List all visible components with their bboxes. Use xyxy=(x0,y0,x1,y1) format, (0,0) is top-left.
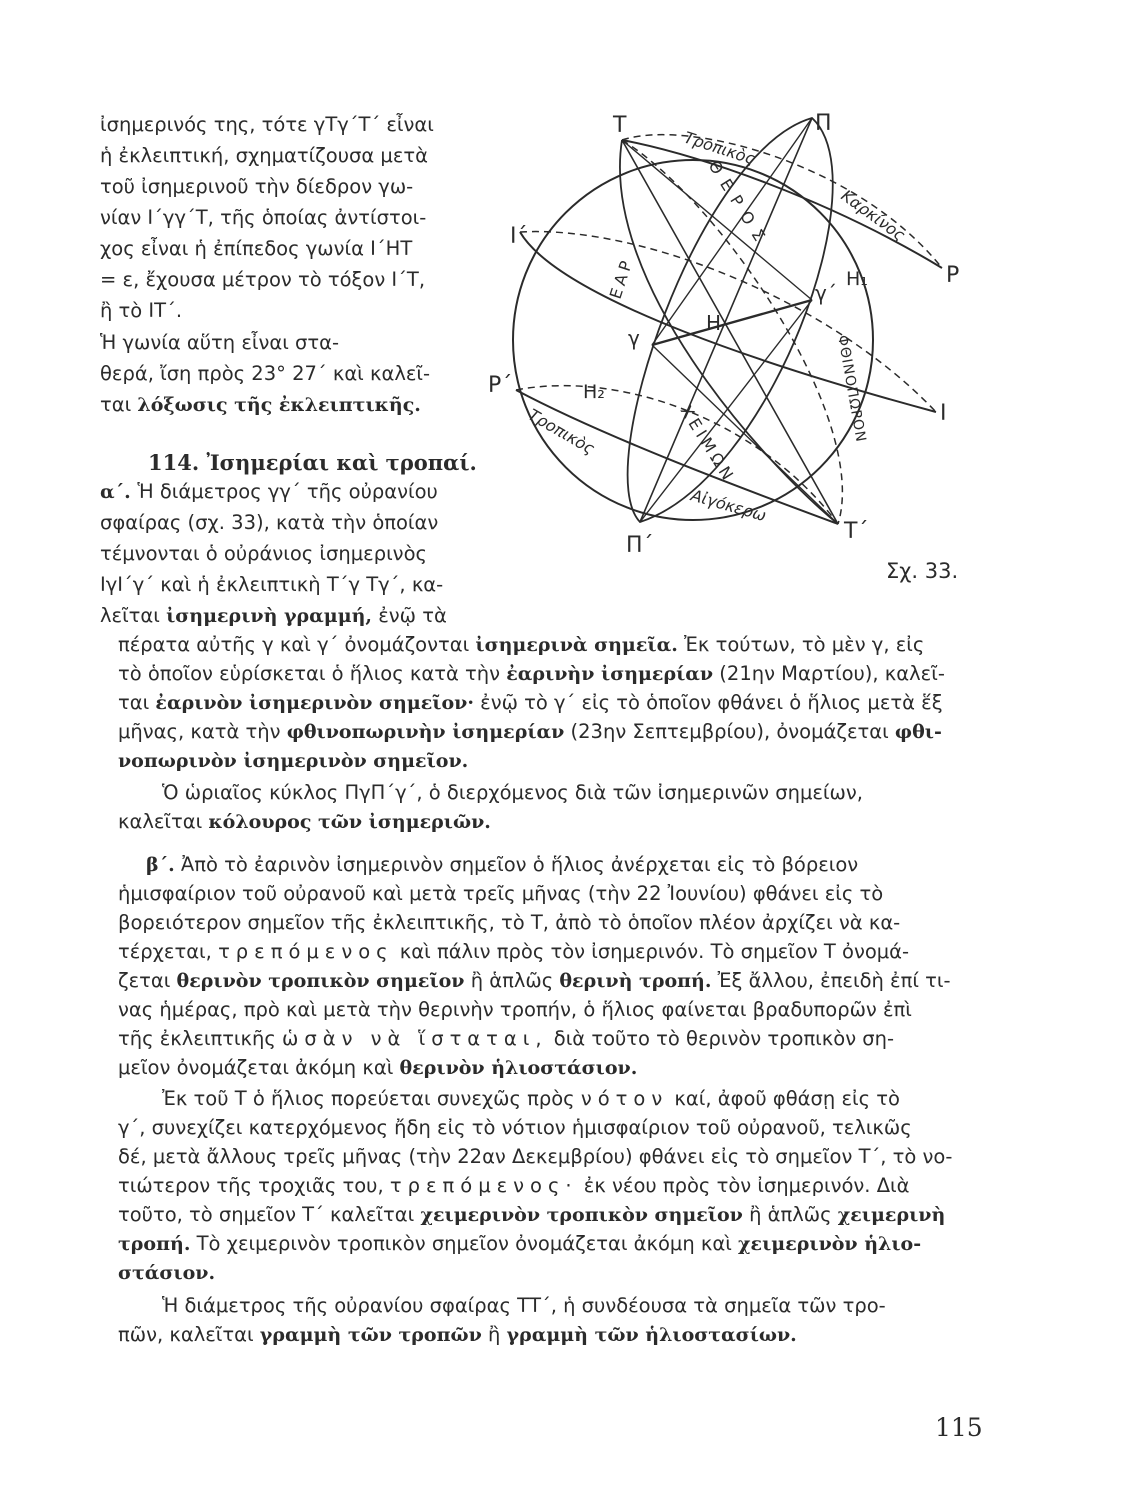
body-line xyxy=(118,1231,921,1257)
label-H2: Η₂ xyxy=(583,381,605,403)
paragraph-a-line xyxy=(100,541,427,567)
equinox-line xyxy=(652,300,812,345)
text-segment: Ὁ ὡριαῖος κύκλος ΠγΠ΄γ΄, ὁ διερχόμενος διὰ τῶν ἰσημερινῶν σημείων, xyxy=(162,781,863,804)
arc-capricorn: Αἰγόκερω xyxy=(688,485,769,526)
label-I: Ι xyxy=(940,401,947,426)
text-segment: φθινοπωρινὴν ἰσημερίαν xyxy=(286,721,565,743)
text-segment: ἐαρινὴν ἰσημερίαν xyxy=(506,663,714,685)
body-line xyxy=(118,1055,637,1081)
column-line xyxy=(100,298,182,324)
text-segment: τὸ ὁποῖον εὑρίσκεται ὁ ἥλιος κατὰ τὴν xyxy=(118,662,507,685)
text-segment: πῶν, καλεῖται xyxy=(118,1323,260,1346)
text-segment: Ἡ διάμετρος τῆς οὐρανίου σφαίρας ΤΤ΄, ἡ συνδέουσα τὰ σημεῖα τῶν τρο- xyxy=(162,1294,886,1317)
text-segment: ζεται xyxy=(118,969,177,992)
page-number: 115 xyxy=(935,1413,983,1442)
chord-1 xyxy=(622,140,812,300)
column-line xyxy=(100,112,434,138)
text-segment: χειμερινὴ xyxy=(837,1204,946,1226)
label-Pi: Π xyxy=(815,111,832,136)
paragraph-a-line xyxy=(100,572,443,598)
column-line xyxy=(100,361,430,387)
body-line xyxy=(118,881,883,907)
text-segment: τρεπόμενος· xyxy=(389,1174,578,1197)
text-segment: τέρχεται, xyxy=(118,940,219,963)
text-segment: διὰ τοῦτο τὸ θερινὸν τροπικὸν ση- xyxy=(547,1027,895,1050)
text-segment: θερά, ἴση πρὸς 23° 27΄ καὶ καλεῖ- xyxy=(100,362,431,385)
text-segment: ἐκ νέου πρὸς τὸν ἰσημερινόν. Διὰ xyxy=(577,1174,910,1197)
label-T-prime: Τ΄ xyxy=(844,519,869,544)
body-line xyxy=(118,939,909,965)
figure-caption: Σχ. 33. xyxy=(886,559,959,583)
text-segment: τοῦ ἰσημερινοῦ τὴν δίεδρον γω- xyxy=(100,175,414,198)
text-segment: γραμμὴ τῶν τροπῶν xyxy=(259,1324,482,1346)
body-line xyxy=(118,1322,797,1348)
text-segment: γραμμὴ τῶν ἡλιοστασίων. xyxy=(506,1324,797,1346)
label-I-prime: Ι΄ xyxy=(510,224,528,249)
text-segment: = ε, ἔχουσα μέτρον τὸ τόξον Ι΄Τ, xyxy=(100,268,426,291)
text-segment: ἐαρινὸν ἰσημερινὸν σημεῖον· xyxy=(155,692,474,714)
text-segment: κόλουρος τῶν ἰσημεριῶν. xyxy=(208,811,491,833)
text-segment: χειμερινὸν τροπικὸν σημεῖον xyxy=(420,1204,743,1226)
text-segment: Ἡ διάμετρος γγ΄ τῆς οὐρανίου xyxy=(137,480,438,503)
paragraph-a-line xyxy=(100,510,438,536)
text-segment: πέρατα αὐτῆς γ καὶ γ΄ ὀνομάζονται xyxy=(118,633,476,656)
sphere-outline xyxy=(513,160,873,520)
axis-TT xyxy=(622,140,838,524)
text-segment: τροπή. xyxy=(118,1233,191,1255)
text-segment: (23ην Σεπτεμβρίου), ὀνομάζεται xyxy=(564,720,895,743)
arc-summer: ΘΕΡΟΣ xyxy=(704,157,774,252)
arc-tropic-bottom: Τροπικὸς xyxy=(525,405,599,459)
body-line xyxy=(146,852,858,878)
text-segment: ΙγΙ΄γ΄ καὶ ἡ ἐκλειπτικὴ Τ΄γ Τγ΄, κα- xyxy=(100,573,444,596)
text-segment: (21ην Μαρτίου), καλεῖ- xyxy=(713,662,945,685)
body-line xyxy=(118,748,468,774)
text-segment: Τὸ χειμερινὸν τροπικὸν σημεῖον ὀνομάζεται ἀκόμη καὶ xyxy=(190,1232,739,1255)
label-gamma: γ xyxy=(628,326,640,350)
ecliptic-back xyxy=(622,140,842,524)
body-line xyxy=(162,1293,886,1319)
text-segment: τῆς ἐκλειπτικῆς xyxy=(118,1027,283,1050)
body-line xyxy=(118,1260,215,1286)
text-segment: λεῖται xyxy=(100,604,167,627)
text-segment: ἰσημερινὰ σημεῖα. xyxy=(475,634,678,656)
text-segment: ἢ ἁπλῶς xyxy=(742,1203,838,1226)
arc-autumn: ΦΘΙΝΟΠΩΡΟΝ xyxy=(834,333,869,444)
column-line xyxy=(100,205,426,231)
text-segment: ἢ ἁπλῶς xyxy=(464,969,560,992)
text-segment: χος εἶναι ἡ ἐπίπεδος γωνία Ι΄ΗΤ xyxy=(100,237,413,260)
paragraph-a-line xyxy=(100,479,438,505)
chord-4 xyxy=(640,300,812,522)
text-segment: Ἐκ τοῦ Τ ὁ ἥλιος πορεύεται συνεχῶς πρὸς xyxy=(162,1087,581,1110)
text-segment: νίαν Ι΄γγ΄Τ, τῆς ὁποίας ἀντίστοι- xyxy=(100,206,427,229)
text-segment: Ἡ γωνία αὕτη εἶναι στα- xyxy=(100,331,340,354)
text-segment: νοπωρινὸν ἰσημερινὸν σημεῖον. xyxy=(118,750,469,772)
text-segment: δέ, μετὰ ἄλλους τρεῖς μῆνας (τὴν 22αν Δεκεμβρίου) φθάνει εἰς τὸ σημεῖον Τ΄, τὸ νο- xyxy=(118,1145,953,1168)
body-line xyxy=(118,968,951,994)
text-segment: ἢ xyxy=(481,1323,507,1346)
body-line xyxy=(118,809,491,835)
body-line xyxy=(118,661,945,687)
text-segment: γ΄, συνεχίζει κατερχόμενος ἤδη εἰς τὸ νότιον ἡμισφαίριον τοῦ οὐρανοῦ, τελικῶς xyxy=(118,1116,912,1139)
text-segment: βορειότερον σημεῖον τῆς ἐκλειπτικῆς, τὸ Τ, ἀπὸ τὸ ὁποῖον πλέον ἀρχίζει νὰ κα- xyxy=(118,911,901,934)
text-segment: Ἐξ ἄλλου, ἐπειδὴ ἐπί τι- xyxy=(711,969,951,992)
body-line xyxy=(118,1115,912,1141)
label-H1: Η₁ xyxy=(846,268,868,290)
text-segment: καὶ πάλιν πρὸς τὸν ἰσημερινόν. Τὸ σημεῖον Τ ὀνομά- xyxy=(393,940,910,963)
section-heading: 114. Ἰσημερίαι καὶ τροπαί. xyxy=(148,450,477,475)
text-segment: ἢ τὸ ΙΤ΄. xyxy=(100,299,183,322)
text-segment: τιώτερον τῆς τροχιᾶς του, xyxy=(118,1174,390,1197)
text-segment: ἡμισφαίριον τοῦ οὐρανοῦ καὶ μετὰ τρεῖς μῆνας (τὴν 22 Ἰουνίου) φθάνει εἰς τὸ xyxy=(118,882,884,905)
body-line xyxy=(118,997,912,1023)
text-segment: Ἀπὸ τὸ ἐαρινὸν ἰσημερινὸν σημεῖον ὁ ἥλιος ἀνέρχεται εἰς τὸ βόρειον xyxy=(174,853,859,876)
body-line xyxy=(118,1026,894,1052)
text-segment: ται xyxy=(100,393,138,416)
body-line xyxy=(118,719,942,745)
axis-PP xyxy=(640,118,812,522)
tropic-capricorn-back xyxy=(516,386,838,524)
label-T: Τ xyxy=(613,113,627,138)
body-line xyxy=(118,910,900,936)
text-segment: λόξωσις τῆς ἐκλειπτικῆς. xyxy=(137,394,421,416)
text-segment: ἰσημερινὴ γραμμή, xyxy=(166,605,373,627)
tropic-capricorn-front xyxy=(516,390,838,524)
body-line xyxy=(118,1144,952,1170)
column-line xyxy=(100,143,428,169)
text-segment: Ἐκ τούτων, τὸ μὲν γ, εἰς xyxy=(677,633,925,656)
text-segment: τρεπόμενος xyxy=(218,940,394,963)
body-line xyxy=(118,1173,909,1199)
text-segment: στάσιον. xyxy=(118,1262,216,1284)
tropic-cancer-front xyxy=(622,140,942,268)
body-line xyxy=(162,780,863,806)
label-gamma-prime: γ΄ xyxy=(815,281,837,305)
chord-3 xyxy=(652,118,812,345)
label-Pi-prime: Π΄ xyxy=(626,533,654,558)
text-segment: καλεῖται xyxy=(118,810,209,833)
column-line xyxy=(100,330,339,356)
text-segment: β΄. xyxy=(146,854,175,876)
text-segment: θερινὸν ἡλιοστάσιον. xyxy=(399,1057,638,1079)
text-segment: ἐνῷ τὰ xyxy=(372,604,447,627)
text-segment: τοῦτο, τὸ σημεῖον Τ΄ καλεῖται xyxy=(118,1203,421,1226)
text-segment: χειμερινὸν ἡλιο- xyxy=(738,1233,922,1255)
paragraph-a-line xyxy=(100,603,447,629)
colure-ellipse xyxy=(628,118,833,522)
arc-winter: ΧΕΙΜΩΝ xyxy=(676,402,740,487)
text-segment: τέμνονται ὁ οὐράνιος ἰσημερινὸς xyxy=(100,542,427,565)
text-segment: νας ἡμέρας, πρὸ καὶ μετὰ τὴν θερινὴν τροπήν, ὁ ἥλιος φαίνεται βραδυπορῶν ἐπὶ xyxy=(118,998,912,1021)
column-line xyxy=(100,236,412,262)
text-segment: ἰσημερινός της, τότε γΤγ΄Τ΄ εἶναι xyxy=(100,113,434,136)
text-segment: μῆνας, κατὰ τὴν xyxy=(118,720,287,743)
arc-cancer: Καρκίνος xyxy=(837,185,909,245)
text-segment: φθι- xyxy=(894,721,942,743)
text-segment: ἡ ἐκλειπτική, σχηματίζουσα μετὰ xyxy=(100,144,428,167)
text-segment: νότον xyxy=(580,1087,669,1110)
label-P-prime: Ρ΄ xyxy=(488,373,513,398)
text-segment: ἐνῷ τὸ γ΄ εἰς τὸ ὁποῖον φθάνει ὁ ἥλιος μετὰ ἕξ xyxy=(473,691,943,714)
chord-2 xyxy=(652,345,838,524)
tropic-cancer-back xyxy=(622,135,942,268)
text-segment: α΄. xyxy=(100,481,138,503)
body-line xyxy=(118,690,943,716)
arc-tropic-top: Τροπικὸς xyxy=(681,127,758,169)
arc-spring: ΕΑΡ xyxy=(605,254,638,302)
label-H: Η xyxy=(706,311,722,335)
ecliptic-front xyxy=(620,140,838,524)
text-segment: σφαίρας (σχ. 33), κατὰ τὴν ὁποίαν xyxy=(100,511,439,534)
column-line xyxy=(100,267,425,293)
text-segment: καί, ἀφοῦ φθάσῃ εἰς τὸ xyxy=(668,1087,900,1110)
text-segment: μεῖον ὀνομάζεται ἀκόμη καὶ xyxy=(118,1056,400,1079)
text-segment: ται xyxy=(118,691,156,714)
column-line xyxy=(100,174,413,200)
text-segment: θερινὴ τροπή. xyxy=(559,970,712,992)
label-P: Ρ xyxy=(946,263,960,288)
body-line xyxy=(162,1086,900,1112)
body-line xyxy=(118,632,924,658)
body-line xyxy=(118,1202,945,1228)
equator-front xyxy=(520,232,936,412)
text-segment: θερινὸν τροπικὸν σημεῖον xyxy=(176,970,465,992)
text-segment: ὡσὰν νὰ ἵσταται, xyxy=(282,1027,548,1050)
equator-back xyxy=(520,232,936,412)
column-line xyxy=(100,392,421,418)
